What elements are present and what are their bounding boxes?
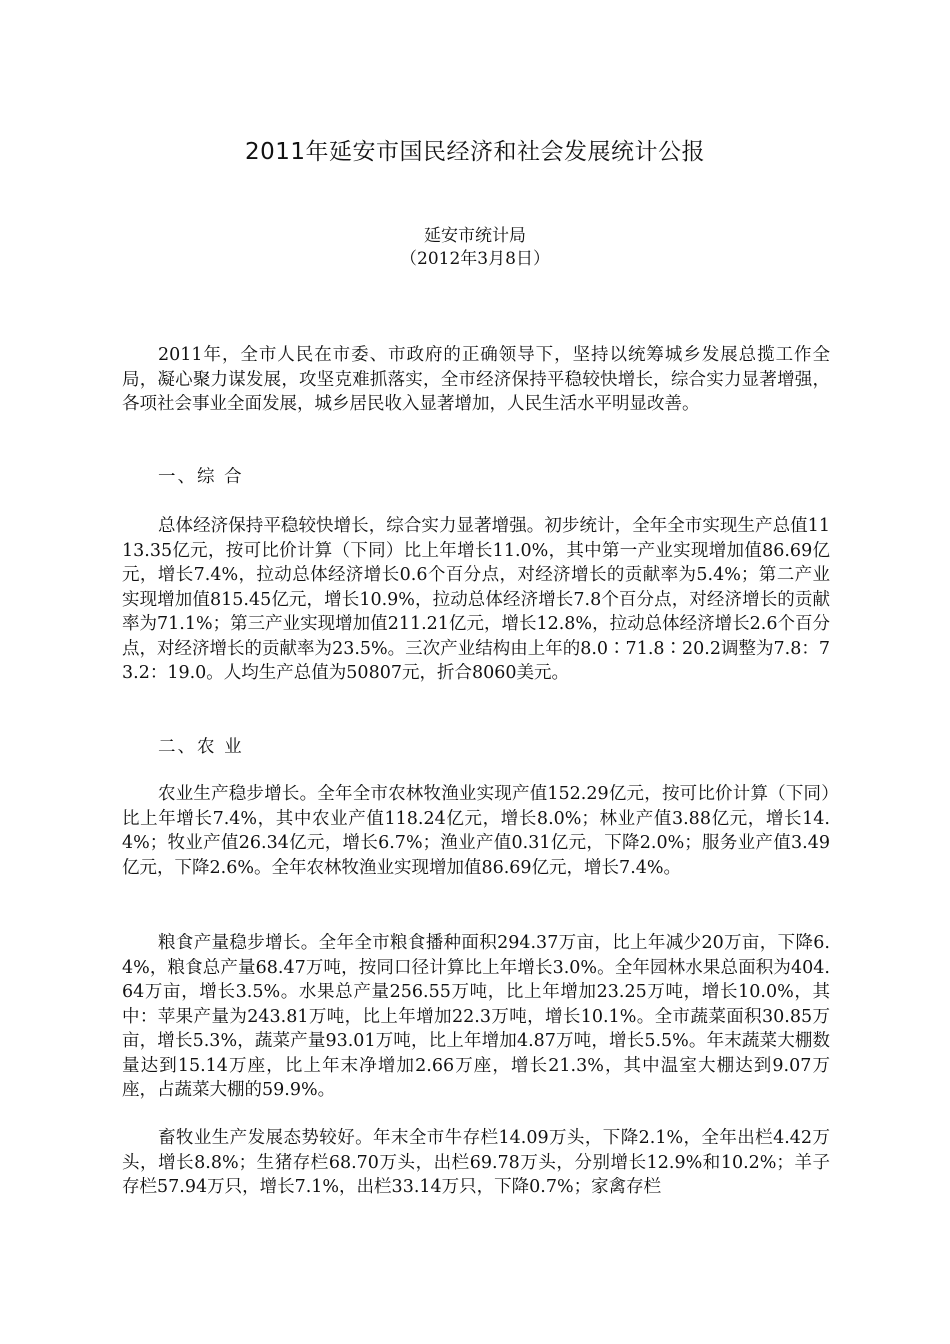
livestock-paragraph: 畜牧业生产发展态势较好。年末全市牛存栏14.09万头，下降2.1%，全年出栏4.42万头，增长8.8%；生猪存栏68.70万头，出栏69.78万头，分别增长12.9%和10.2%；羊子存栏57.94万只，增长7.1%，出栏33.14万只，下降0.7%；家禽存栏: [122, 1128, 830, 1197]
publication-date: （2012年3月8日）: [400, 249, 550, 269]
intro-paragraph: 2011年，全市人民在市委、市政府的正确领导下，坚持以统筹城乡发展总揽工作全局，凝心聚力谋发展，攻坚克难抓落实，全市经济保持平稳较快增长，综合实力显著增强，各项社会事业全面发展，城乡居民收入显著增加，人民生活水平明显改善。: [122, 345, 830, 414]
grain-production-paragraph: 粮食产量稳步增长。全年全市粮食播种面积294.37万亩，比上年减少20万亩，下降6.4%，粮食总产量68.47万吨，按同口径计算比上年增长3.0%。全年园林水果总面积为404.64万亩，增长3.5%。水果总产量256.55万吨，比上年增加23.25万吨，增长10.0%，其中：苹果产量为243.81万吨，比上年增加22.3万吨，增长10.1%。全市蔬菜面积30.85万亩，增长5.3%，蔬菜产量93.01万吨，比上年增加4.87万吨，增长5.5%。年末蔬菜大棚数量达到15.14万座，比上年末净增加2.66万座，增长21.3%，其中温室大棚达到9.07万座，占蔬菜大棚的59.9%。: [122, 933, 830, 1100]
agriculture-output-paragraph: 农业生产稳步增长。全年全市农林牧渔业实现产值152.29亿元，按可比价计算（下同）比上年增长7.4%，其中农业产值118.24亿元，增长8.0%；林业产值3.88亿元，增长14.4%；牧业产值26.34亿元，增长6.7%；渔业产值0.31亿元，下降2.0%；服务业产值3.49亿元，下降2.6%。全年农林牧渔业实现增加值86.69亿元，增长7.4%。: [122, 784, 830, 878]
issuing-organization: 延安市统计局: [424, 226, 526, 246]
section-overview-paragraph: 总体经济保持平稳较快增长，综合实力显著增强。初步统计，全年全市实现生产总值1113.35亿元，按可比价计算（下同）比上年增长11.0%，其中第一产业实现增加值86.69亿元，增长7.4%，拉动总体经济增长0.6个百分点，对经济增长的贡献率为5.4%；第二产业实现增加值815.45亿元，增长10.9%，拉动总体经济增长7.8个百分点，对经济增长的贡献率为71.1%；第三产业实现增加值211.21亿元，增长12.8%，拉动总体经济增长2.6个百分点，对经济增长的贡献率为23.5%。三次产业结构由上年的8.0∶71.8∶20.2调整为7.8：73.2：19.0。人均生产总值为50807元，折合8060美元。: [122, 516, 830, 683]
section-heading-overview: 一、综 合: [158, 467, 244, 487]
section-heading-agriculture: 二、农 业: [158, 737, 244, 757]
document-title: 2011年延安市国民经济和社会发展统计公报: [244, 139, 706, 165]
